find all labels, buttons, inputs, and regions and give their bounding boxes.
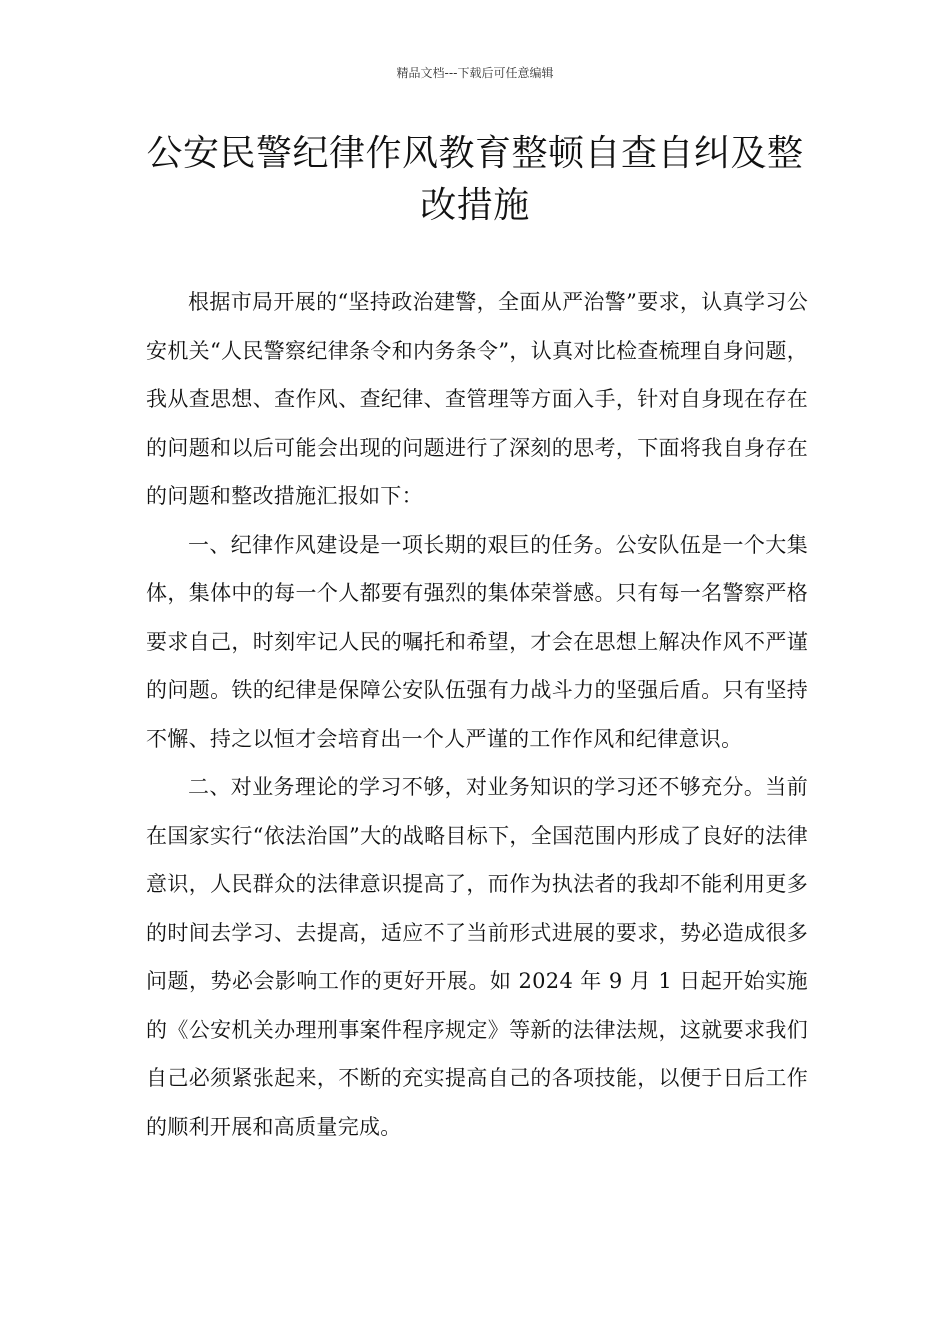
- header-note: 精品文档---下载后可任意编辑: [396, 66, 554, 80]
- document-body: [146, 278, 808, 1151]
- paragraph-intro: 根据市局开展的“坚持政治建警，全面从严治警”要求，认真学习公安机关“人民警察纪律条令和内务条令”，认真对比检查梳理自身问题，我从查思想、查作风、查纪律、查管理等方面入手，针对自身现在存在的问题和以后可能会出现的问题进行了深刻的思考，下面将我自身存在的问题和整改措施汇报如下：: [146, 290, 808, 508]
- document-title: 公安民警纪律作风教育整顿自查自纠及整改措施: [146, 133, 804, 226]
- paragraph-section-2: 二、对业务理论的学习不够，对业务知识的学习还不够充分。当前在国家实行“依法治国”大的战略目标下，全国范围内形成了良好的法律意识，人民群众的法律意识提高了，而作为执法者的我却不能利用更多的时间去学习、去提高，适应不了当前形式进展的要求，势必造成很多问题，势必会影响工作的更好开展。如 2024 年 9 月 1 日起开始实施的《公安机关办理刑事案件程序规定》等新的法律法规，这就要求我们自己必须紧张起来，不断的充实提高自己的各项技能，以便于日后工作的顺利开展和高质量完成。: [146, 775, 808, 1139]
- paragraph-section-1: 一、纪律作风建设是一项长期的艰巨的任务。公安队伍是一个大集体，集体中的每一个人都要有强烈的集体荣誉感。只有每一名警察严格要求自己，时刻牢记人民的嘱托和希望，才会在思想上解决作风不严谨的问题。铁的纪律是保障公安队伍强有力战斗力的坚强后盾。只有坚持不懈、持之以恒才会培育出一个人严谨的工作作风和纪律意识。: [146, 532, 808, 751]
